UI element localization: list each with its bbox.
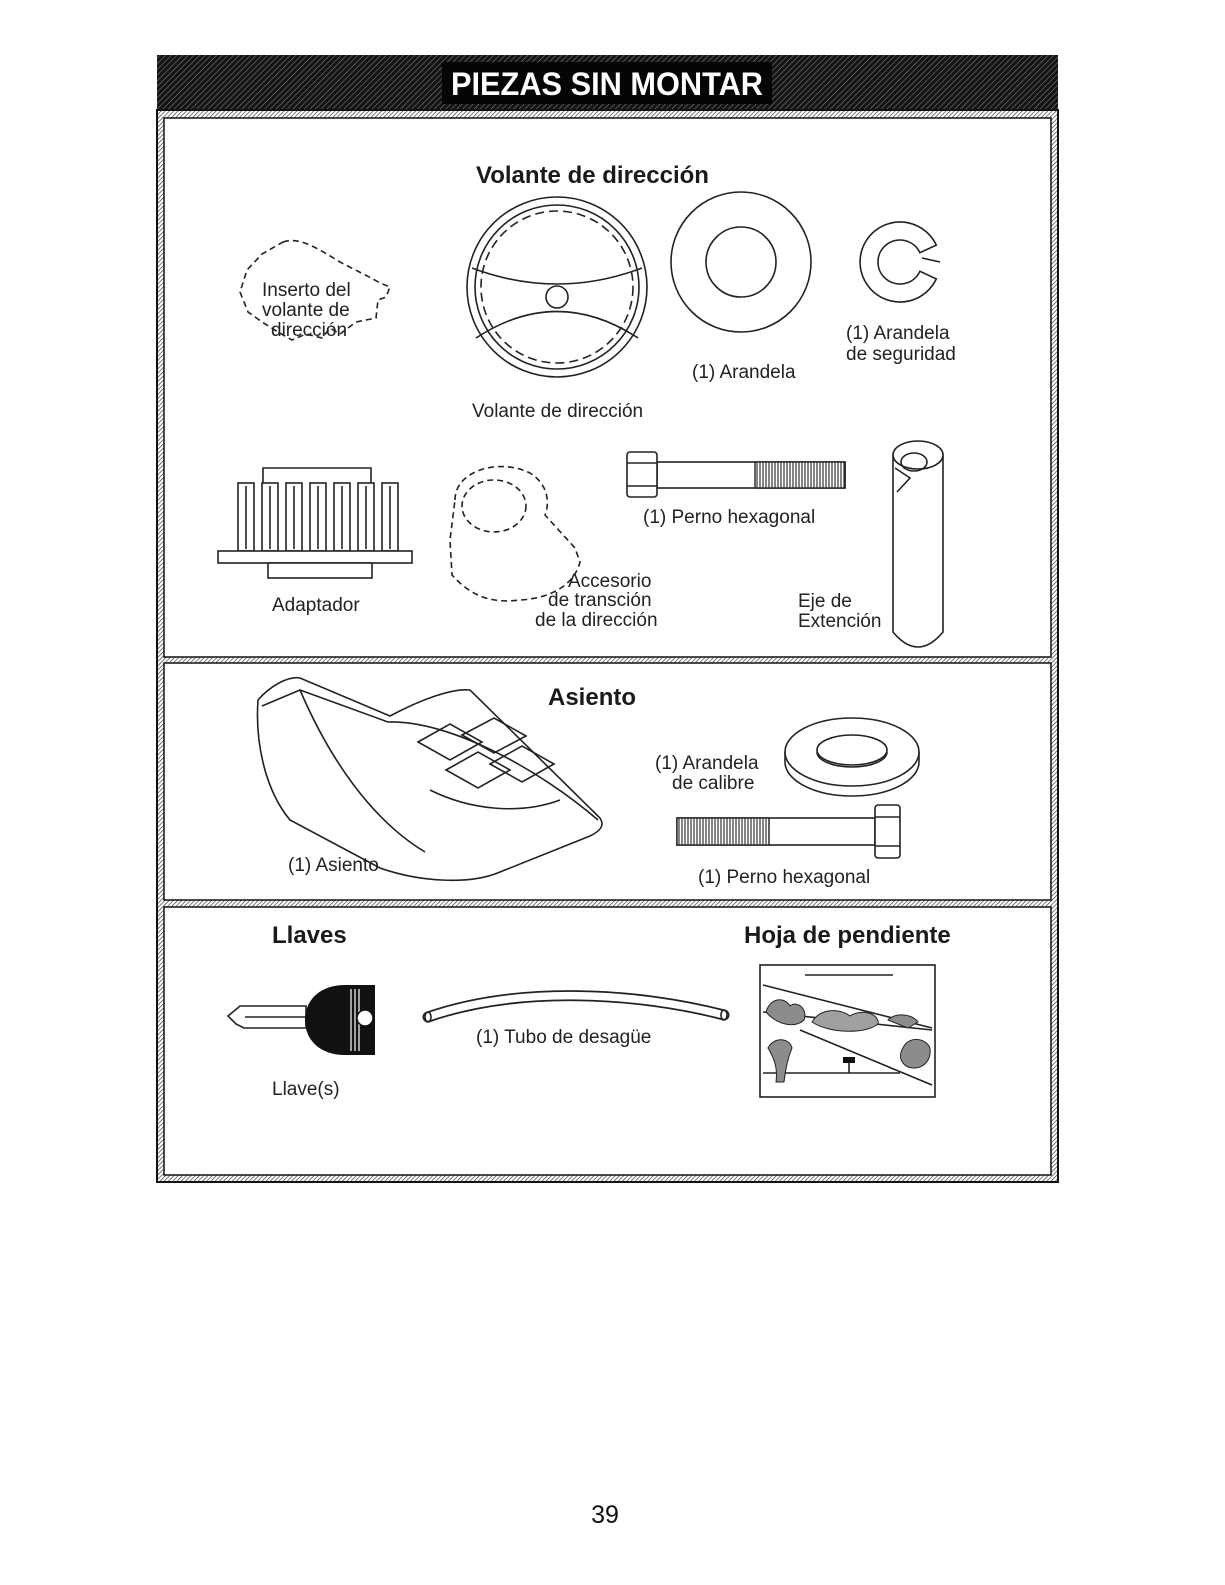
page-number: 39	[591, 1501, 619, 1529]
wheel-label: Volante de dirección	[472, 401, 644, 422]
seat-bolt-label: (1) Perno hexagonal	[698, 867, 871, 888]
page-title: PIEZAS SIN MONTAR	[451, 66, 763, 102]
drain-tube-label: (1) Tubo de desagüe	[476, 1027, 652, 1048]
gauge-washer-label-line1: (1) Arandela	[655, 753, 759, 774]
insert-label-line2: volante de	[262, 300, 350, 321]
transition-label-line3: de la dirección	[535, 610, 658, 631]
extension-label-line2: Extención	[798, 611, 882, 632]
transition-label-line1: Accesorio	[568, 571, 652, 592]
gauge-washer-illustration	[785, 718, 919, 796]
extension-shaft-illustration	[893, 441, 943, 647]
key-label: Llave(s)	[272, 1079, 340, 1100]
washer-label: (1) Arandela	[692, 362, 796, 383]
slope-heading: Hoja de pendiente	[744, 922, 951, 949]
transition-label-line2: de transción	[548, 590, 652, 611]
bolt-label: (1) Perno hexagonal	[643, 507, 816, 528]
seat-heading: Asiento	[548, 684, 637, 711]
adapter-label: Adaptador	[272, 595, 360, 616]
keys-heading: Llaves	[272, 922, 347, 949]
insert-label-line1: Inserto del	[262, 280, 351, 301]
adapter-illustration	[218, 468, 412, 578]
slope-sheet-illustration	[760, 965, 935, 1097]
extension-label-line1: Eje de	[798, 591, 852, 612]
steering-heading: Volante de dirección	[476, 162, 709, 189]
lock-washer-label-line1: (1) Arandela	[846, 323, 950, 344]
lock-washer-label-line2: de seguridad	[846, 344, 956, 365]
seat-label: (1) Asiento	[288, 855, 379, 876]
header-bar	[157, 55, 1058, 110]
gauge-washer-label-line2: de calibre	[672, 773, 755, 794]
insert-label-line3: dirección	[271, 320, 348, 341]
